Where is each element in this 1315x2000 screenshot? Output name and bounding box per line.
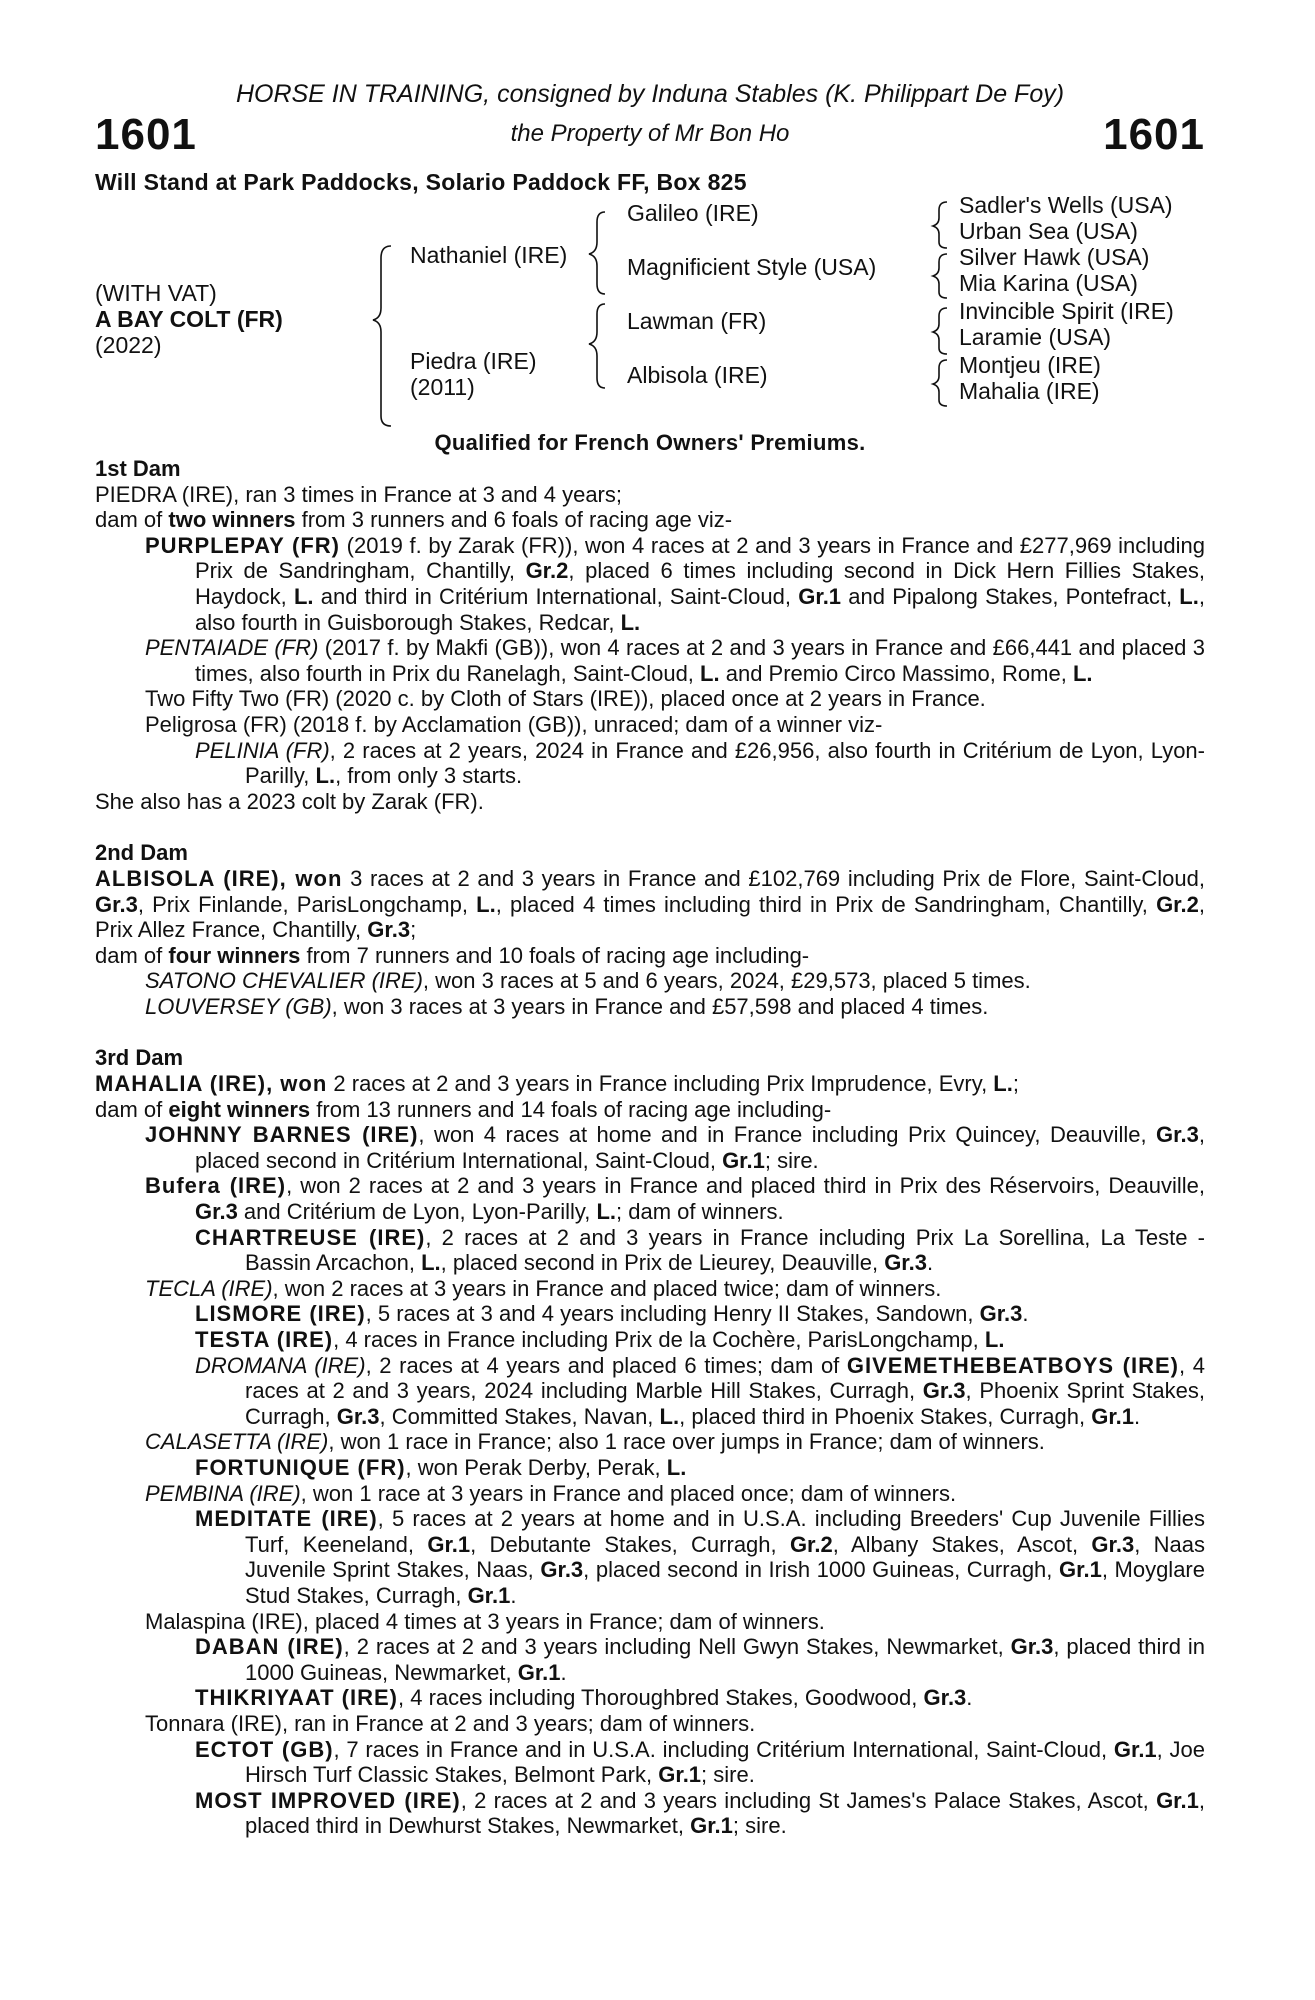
horse-year: (2022) — [95, 332, 162, 358]
second-dam-record: ALBISOLA (IRE), won 3 races at 2 and 3 years in France and £102,769 including Prix de Flore, Saint-Cloud, Gr.3, Prix Finlande, ParisLongchamp, L., placed 4 times including third in Prix de Sandringham, Chantilly, Gr.2, Prix Allez France, Chantilly, Gr.3; — [95, 865, 1206, 943]
first-dam-produce-line: dam of two winners from 3 runners and 6 foals of racing age viz- — [95, 507, 733, 533]
produce-calasetta: CALASETTA (IRE), won 1 race in France; also 1 race over jumps in France; dam of winners. — [145, 1429, 1045, 1455]
consignment-line: HORSE IN TRAINING, consigned by Induna Stables (K. Philippart De Foy) — [235, 80, 1065, 108]
gen4-1: Sadler's Wells (USA) — [959, 192, 1173, 218]
produce-two-fifty-two: Two Fifty Two (FR) (2020 c. by Cloth of Stars (IRE)), placed once at 2 years in France. — [145, 686, 986, 712]
first-dam-title: 1st Dam — [95, 456, 181, 481]
produce-fortunique: FORTUNIQUE (FR), won Perak Derby, Perak, L. — [195, 1454, 687, 1480]
first-dam-note: She also has a 2023 colt by Zarak (FR). — [95, 788, 484, 814]
dam-year: (2011) — [410, 374, 475, 400]
catalogue-body — [95, 456, 1205, 1839]
lot-header — [95, 80, 1205, 162]
gen4-6: Laramie (USA) — [959, 324, 1112, 350]
bracket-dam — [589, 304, 605, 388]
premium-qualification: Qualified for French Owners' Premiums. — [434, 430, 866, 455]
dam-sire: Lawman (FR) — [627, 308, 767, 334]
produce-bufera: Bufera (IRE), won 2 races at 2 and 3 years in France and placed third in Prix des Réservoirs, Deauville, Gr.3 and Critérium de Lyon, Lyon-Parilly, L.; dam of winners. — [145, 1173, 1205, 1225]
produce-thikriyaat: THIKRIYAAT (IRE), 4 races including Thoroughbred Stakes, Goodwood, Gr.3. — [195, 1685, 973, 1711]
gen4-7: Montjeu (IRE) — [959, 352, 1101, 378]
first-dam-line: PIEDRA (IRE), ran 3 times in France at 3 and 4 years; — [95, 481, 622, 507]
produce-purplepay: PURPLEPAY (FR) (2019 f. by Zarak (FR)), won 4 races at 2 and 3 years in France and £277,969 including Prix de Sandringham, Chantilly, Gr.2, placed 6 times including second in Dick Hern Fillies Stakes, Haydock, L. and third in Critérium International, Saint-Cloud, Gr.1 and Pipalong Stakes, Pontefract, L., also fourth in Guisborough Stakes, Redcar, L. — [145, 532, 1205, 635]
produce-dromana: DROMANA (IRE), 2 races at 4 years and placed 6 times; dam of GIVEMETHEBEATBOYS (IRE), 4 races at 2 and 3 years, 2024 including Marble Hill Stakes, Curragh, Gr.3, Phoenix Sprint Stakes, Curragh, Gr.3, Committed Stakes, Navan, L., placed third in Phoenix Stakes, Curragh, Gr.1. — [195, 1352, 1205, 1429]
gen4-8: Mahalia (IRE) — [959, 378, 1100, 404]
produce-peligrosa: Peligrosa (FR) (2018 f. by Acclamation (GB)), unraced; dam of a winner viz- — [145, 711, 883, 737]
dam-dam: Albisola (IRE) — [627, 362, 768, 388]
lot-number-left: 1601 — [95, 110, 197, 159]
produce-chartreuse: CHARTREUSE (IRE), 2 races at 2 and 3 years in France including Prix La Sorellina, La Teste - Bassin Arcachon, L., placed second in Prix de Lieurey, Deauville, Gr.3. — [195, 1224, 1205, 1276]
produce-daban: DABAN (IRE), 2 races at 2 and 3 years including Nell Gwyn Stakes, Newmarket, Gr.3, placed third in 1000 Guineas, Newmarket, Gr.1. — [195, 1634, 1205, 1685]
produce-satono-chevalier: SATONO CHEVALIER (IRE), won 3 races at 5 and 6 years, 2024, £29,573, placed 5 times. — [145, 968, 1031, 994]
gen4-5: Invincible Spirit (IRE) — [959, 298, 1174, 324]
second-dam-title: 2nd Dam — [95, 840, 188, 866]
produce-tonnara: Tonnara (IRE), ran in France at 2 and 3 years; dam of winners. — [145, 1710, 756, 1736]
sire-sire: Galileo (IRE) — [627, 200, 759, 226]
produce-lismore: LISMORE (IRE), 5 races at 3 and 4 years including Henry II Stakes, Sandown, Gr.3. — [195, 1301, 1029, 1327]
lot-number-right: 1601 — [1103, 110, 1205, 159]
third-dam-title: 3rd Dam — [95, 1045, 184, 1071]
gen4-2: Urban Sea (USA) — [959, 218, 1138, 244]
gen4-3: Silver Hawk (USA) — [959, 244, 1150, 270]
bracket-magnificient — [933, 254, 947, 298]
bracket-lawman — [933, 308, 947, 354]
bracket-gen1 — [373, 246, 391, 426]
produce-most-improved: MOST IMPROVED (IRE), 2 races at 2 and 3 years including St James's Palace Stakes, Ascot, Gr.1, placed third in Dewhurst Stakes, Newmarket, Gr.1; sire. — [195, 1787, 1205, 1839]
bracket-albisola — [933, 360, 947, 406]
bracket-galileo — [933, 202, 947, 248]
produce-meditate: MEDITATE (IRE), 5 races at 2 years at home and in U.S.A. including Breeders' Cup Juvenile Fillies Turf, Keeneland, Gr.1, Debutante Stakes, Curragh, Gr.2, Albany Stakes, Ascot, Gr.3, Naas Juvenile Sprint Stakes, Naas, Gr.3, placed second in Irish 1000 Guineas, Curragh, Gr.1, Moyglare Stud Stakes, Curragh, Gr.1. — [195, 1506, 1205, 1608]
dam: Piedra (IRE) — [410, 348, 537, 374]
produce-tecla: TECLA (IRE), won 2 races at 3 years in France and placed twice; dam of winners. — [145, 1275, 942, 1301]
third-dam-produce-line: dam of eight winners from 13 runners and 14 foals of racing age including- — [95, 1096, 832, 1122]
horse-name: A BAY COLT (FR) — [95, 306, 283, 332]
sire-dam: Magnificient Style (USA) — [627, 254, 877, 280]
pedigree-table — [95, 192, 1205, 436]
catalogue-page — [95, 80, 1205, 1839]
sire: Nathaniel (IRE) — [410, 242, 568, 268]
produce-testa: TESTA (IRE), 4 races in France including Prix de la Cochère, ParisLongchamp, L. — [195, 1327, 1005, 1352]
produce-johnny-barnes: JOHNNY BARNES (IRE), won 4 races at home and in France including Prix Quincey, Deauville, Gr.3, placed second in Critérium International, Saint-Cloud, Gr.1; sire. — [145, 1122, 1205, 1173]
third-dam-record: MAHALIA (IRE), won 2 races at 2 and 3 years in France including Prix Imprudence, Evry, L.; — [95, 1071, 1019, 1097]
stabling-location: Will Stand at Park Paddocks, Solario Paddock FF, Box 825 — [95, 169, 747, 195]
produce-louversey: LOUVERSEY (GB), won 3 races at 3 years in France and £57,598 and placed 4 times. — [145, 993, 989, 1019]
produce-pelinia: PELINIA (FR), 2 races at 2 years, 2024 in France and £26,956, also fourth in Critérium de Lyon, Lyon-Parilly, L., from only 3 starts. — [195, 737, 1205, 789]
produce-pentaiade: PENTAIADE (FR) (2017 f. by Makfi (GB)), won 4 races at 2 and 3 years in France and £66,441 and placed 3 times, also fourth in Prix du Ranelagh, Saint-Cloud, L. and Premio Circo Massimo, Rome, L. — [145, 635, 1206, 686]
gen4-4: Mia Karina (USA) — [959, 270, 1138, 296]
produce-malaspina: Malaspina (IRE), placed 4 times at 3 years in France; dam of winners. — [145, 1608, 825, 1634]
property-line: the Property of Mr Bon Ho — [510, 120, 790, 147]
bracket-sire — [589, 212, 605, 294]
second-dam-produce-line: dam of four winners from 7 runners and 10 foals of racing age including- — [95, 942, 810, 968]
produce-pembina: PEMBINA (IRE), won 1 race at 3 years in France and placed once; dam of winners. — [145, 1480, 957, 1506]
vat-note: (WITH VAT) — [95, 280, 217, 306]
produce-ectot: ECTOT (GB), 7 races in France and in U.S.A. including Critérium International, Saint-Cloud, Gr.1, Joe Hirsch Turf Classic Stakes, Belmont Park, Gr.1; sire. — [195, 1736, 1205, 1788]
